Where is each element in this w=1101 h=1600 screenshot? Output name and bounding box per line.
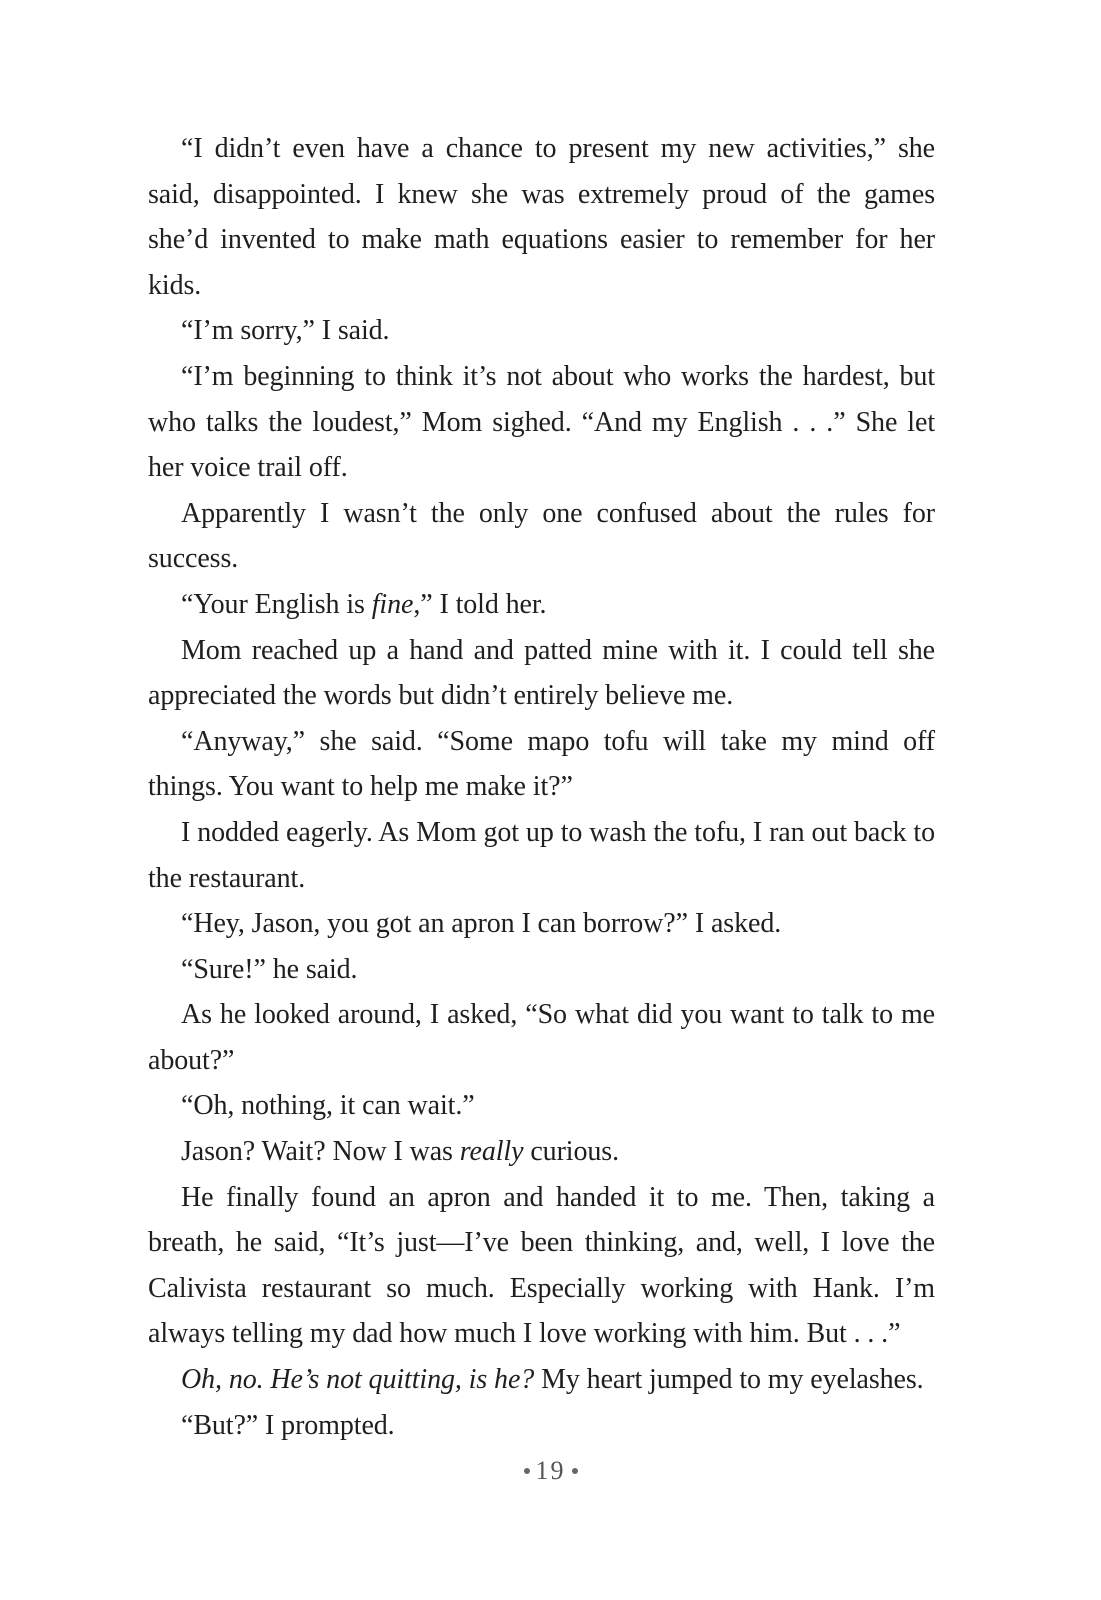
- paragraph: “Hey, Jason, you got an apron I can borrow?” I asked.: [181, 908, 782, 940]
- page-number-footer: [0, 1456, 1101, 1486]
- paragraph: “Oh, nothing, it can wait.”: [181, 1090, 475, 1122]
- bullet-ornament: [572, 1468, 578, 1474]
- paragraph: “Anyway,” she said. “Some mapo tofu will take my mind off things. You want to help me make it?”: [148, 725, 935, 803]
- page-number: 19: [535, 1456, 566, 1485]
- paragraph-text: Jason? Wait? Now I was: [181, 1136, 460, 1168]
- paragraph: “I didn’t even have a chance to present my new activities,” she said, disappointed. I knew she was extremely proud of the games she’d invented to make math equations easier to remember for her kids.: [148, 133, 935, 301]
- paragraph-text: “Your English is: [181, 588, 372, 620]
- paragraph-text: ,” I told her.: [413, 588, 547, 620]
- paragraph: “I’m beginning to think it’s not about who works the hardest, but who talks the loudest,” Mom sighed. “And my English . . .” She let her voice trail off.: [148, 360, 935, 484]
- book-page-body: [148, 126, 935, 1448]
- paragraph: [148, 582, 935, 628]
- paragraph: [148, 1357, 935, 1403]
- emphasis-text: really: [459, 1136, 524, 1168]
- paragraph: Mom reached up a hand and patted mine with it. I could tell she appreciated the words but didn’t entirely believe me.: [148, 634, 935, 712]
- paragraph: “I’m sorry,” I said.: [181, 315, 390, 347]
- paragraph: [148, 1129, 935, 1175]
- paragraph: He finally found an apron and handed it to me. Then, taking a breath, he said, “It’s just—I’ve been thinking, and, well, I love the Calivista restaurant so much. Especially working with Hank. I’m always telling my dad how much I love working with him. But . . .”: [148, 1181, 935, 1350]
- bullet-ornament: [524, 1468, 530, 1474]
- paragraph: “Sure!” he said.: [181, 953, 358, 985]
- paragraph: I nodded eagerly. As Mom got up to wash the tofu, I ran out back to the restaurant.: [148, 816, 935, 894]
- emphasis-text: Oh, no. He’s not quitting, is he?: [181, 1364, 535, 1396]
- paragraph: Apparently I wasn’t the only one confused about the rules for success.: [148, 497, 935, 575]
- paragraph: “But?” I prompted.: [181, 1409, 395, 1441]
- paragraph-text: My heart jumped to my eyelashes.: [534, 1364, 924, 1396]
- emphasis-text: fine: [371, 588, 414, 620]
- paragraph: As he looked around, I asked, “So what did you want to talk to me about?”: [148, 999, 935, 1076]
- paragraph-text: curious.: [523, 1136, 619, 1168]
